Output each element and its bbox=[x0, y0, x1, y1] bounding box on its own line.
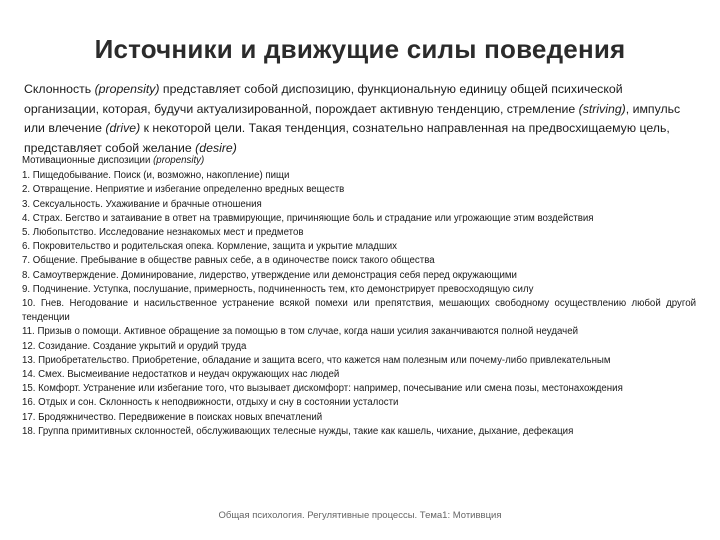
list-item: 14. Смех. Высмеивание недостатков и неудач окружающих нас людей bbox=[22, 369, 340, 381]
list-heading-term: (propensity) bbox=[153, 155, 205, 166]
list-item: 13. Приобретательство. Приобретение, обладание и защита всего, что кажется нам полезным или почему-либо привлекательным bbox=[22, 354, 611, 366]
list-item: 11. Призыв о помощи. Активное обращение за помощью в том случае, когда наши усилия заканчиваются полной неудачей bbox=[22, 326, 578, 338]
intro-text: представляет собой диспозицию, функциональную единицу общей психической организации, которая, будучи актуализированной, порождает активную тенденцию, стремление bbox=[24, 82, 623, 116]
list-heading-text: Мотивационные диспозиции bbox=[22, 155, 154, 166]
slide-footer: Общая психология. Регулятивные процессы. Тема1: Мотиввция bbox=[218, 510, 502, 521]
list-item: 8. Самоутверждение. Доминирование, лидерство, утверждение или демонстрация себя перед окружающими bbox=[22, 269, 517, 281]
intro-paragraph bbox=[24, 80, 696, 158]
list-item: 9. Подчинение. Уступка, послушание, примерность, подчиненность тем, кто демонстрирует превосходящую силу bbox=[22, 283, 534, 295]
list-item: 16. Отдых и сон. Склонность к неподвижности, отдыху и сну в состоянии усталости bbox=[22, 397, 399, 409]
dispositions-list bbox=[22, 154, 696, 439]
list-item: 4. Страх. Бегство и затаивание в ответ на травмирующие, причиняющие боль и страдание или угрожающие этим воздействия bbox=[22, 212, 594, 224]
intro-term-drive: (drive) bbox=[105, 121, 141, 135]
list-item: 7. Общение. Пребывание в обществе равных себе, а в одиночестве поиск такого общества bbox=[22, 255, 435, 267]
list-item: 6. Покровительство и родительская опека. Кормление, защита и укрытие младших bbox=[22, 241, 397, 253]
list-item: 17. Бродяжничество. Передвижение в поисках новых впечатлений bbox=[22, 411, 323, 423]
list-item: 2. Отвращение. Неприятие и избегание определенно вредных веществ bbox=[22, 184, 345, 196]
intro-text: к некоторой цели. Такая тенденция, сознательно направленная на предвосхищаемую цель, представляет собой желание bbox=[24, 121, 670, 155]
list-item: 12. Созидание. Создание укрытий и орудий труда bbox=[22, 340, 247, 352]
intro-term-desire: (desire) bbox=[195, 140, 237, 155]
slide-title: Источники и движущие силы поведения bbox=[94, 34, 626, 64]
list-item: 1. Пищедобывание. Поиск (и, возможно, накопление) пищи bbox=[22, 170, 290, 182]
list-item: 3. Сексуальность. Ухаживание и брачные отношения bbox=[22, 198, 262, 210]
intro-term-striving: (striving) bbox=[578, 101, 626, 116]
list-item: 18. Группа примитивных склонностей, обслуживающих телесные нужды, такие как кашель, чихание, дыхание, дефекация bbox=[22, 425, 574, 437]
list-heading bbox=[22, 154, 696, 168]
list-item: 5. Любопытство. Исследование незнакомых мест и предметов bbox=[22, 227, 304, 239]
list-item: 10. Гнев. Негодование и насильственное устранение всякой помехи или препятствия, мешающих свободному осуществлению любой другой тенденции bbox=[22, 298, 696, 324]
list-item: 15. Комфорт. Устранение или избегание того, что вызывает дискомфорт: например, почесывание или смена позы, местонахождения bbox=[22, 383, 623, 395]
intro-text: Склонность bbox=[24, 82, 95, 96]
intro-text: , импульс или влечение bbox=[24, 101, 681, 135]
intro-term-propensity: (propensity) bbox=[94, 82, 160, 96]
